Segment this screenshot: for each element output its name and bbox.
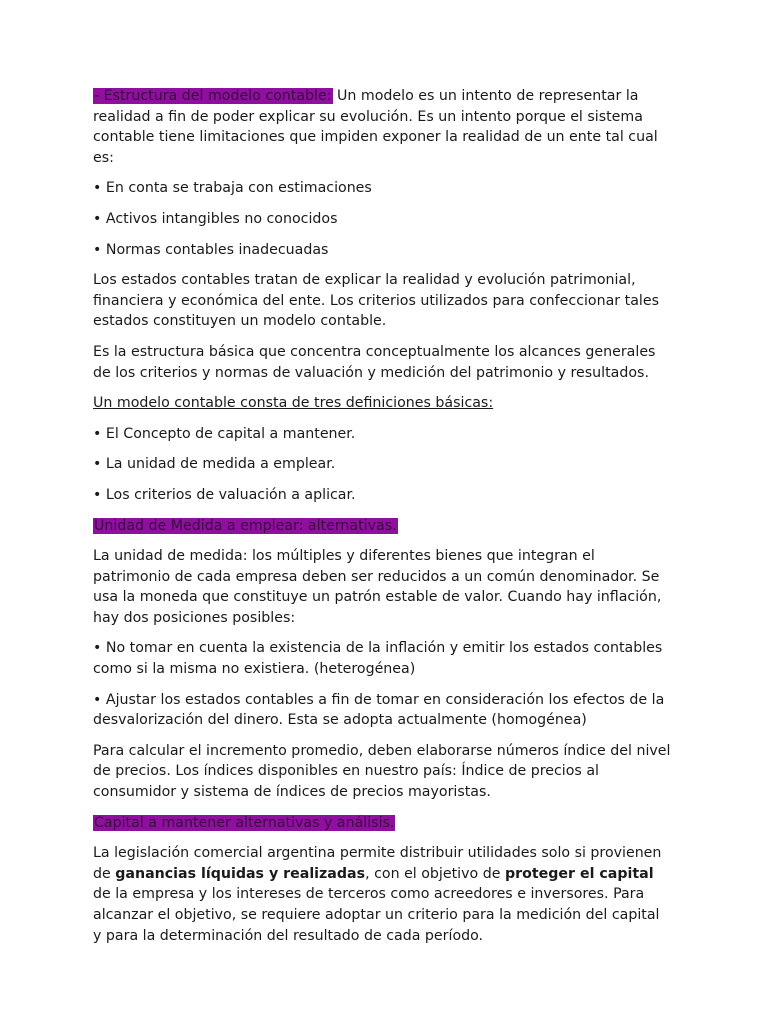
underlined-subheading: Un modelo contable consta de tres definiciones básicas: — [93, 395, 494, 412]
paragraph-incremento: Para calcular el incremento promedio, deben elaborarse números índice del nivel de precios. Los índices disponibles en nuestro país: Índice de precios al consumidor y sistema de índices de precios mayoristas. — [93, 742, 671, 801]
bullet-item: • Los criterios de valuación a aplicar. — [93, 486, 356, 503]
bullet-item: • Activos intangibles no conocidos — [93, 210, 338, 227]
highlighted-heading: Unidad de Medida a emplear: alternativas. — [94, 517, 397, 534]
bullet-item: • Normas contables inadecuadas — [93, 241, 329, 258]
paragraph-estructura-basica: Es la estructura básica que concentra conceptualmente los alcances generales de los criterios y normas de valuación y medición del patrimonio y resultados. — [93, 343, 656, 381]
bullet-item: • No tomar en cuenta la existencia de la inflación y emitir los estados contables como si la misma no existiera. (heterogénea) — [93, 640, 663, 678]
bullet-item: • Ajustar los estados contables a fin de tomar en consideración los efectos de la desvalorización del dinero. Esta se adopta actualmente (homogénea) — [93, 691, 665, 729]
highlighted-heading: Capital a mantener alternativas y análisis. — [94, 814, 395, 831]
paragraph-legislacion: La legislación comercial argentina permite distribuir utilidades solo si provienen de ganancias líquidas y realizadas, con el objetivo de proteger el capital de la empresa y los intereses de terceros como acreedores e inversores. Para alcanzar el objetivo, se requiere adoptar un criterio para la medición del capital y para la determinación del resultado de cada período. — [93, 845, 662, 944]
section-heading-unidad — [93, 516, 672, 537]
bold-phrase: ganancias líquidas y realizadas — [115, 865, 366, 882]
section-heading-capital — [93, 813, 672, 834]
bullet-item: • La unidad de medida a emplear. — [93, 456, 336, 473]
intro-text: Un modelo es un intento de representar la realidad a fin de poder explicar su evolución. Es un intento porque el sistema contable tiene limitaciones que impiden exponer la realidad de un ente tal cual es: — [93, 88, 658, 166]
intro-paragraph — [93, 86, 672, 168]
paragraph-unidad-medida: La unidad de medida: los múltiples y diferentes bienes que integran el patrimonio de cada empresa deben ser reducidos a un común denominador. Se usa la moneda que constituye un patrón estable de valor. Cuando hay inflación, hay dos posiciones posibles: — [93, 548, 662, 626]
bullet-item: • En conta se trabaja con estimaciones — [93, 180, 372, 197]
paragraph-estados-contables: Los estados contables tratan de explicar la realidad y evolución patrimonial, financiera y económica del ente. Los criterios utilizados para confeccionar tales estados constituyen un modelo contable. — [93, 272, 659, 330]
section-heading-estructura: - Estructura del modelo contable: — [94, 88, 332, 104]
bullet-item: • El Concepto de capital a mantener. — [93, 425, 356, 442]
bold-phrase: proteger el capital — [504, 865, 654, 882]
